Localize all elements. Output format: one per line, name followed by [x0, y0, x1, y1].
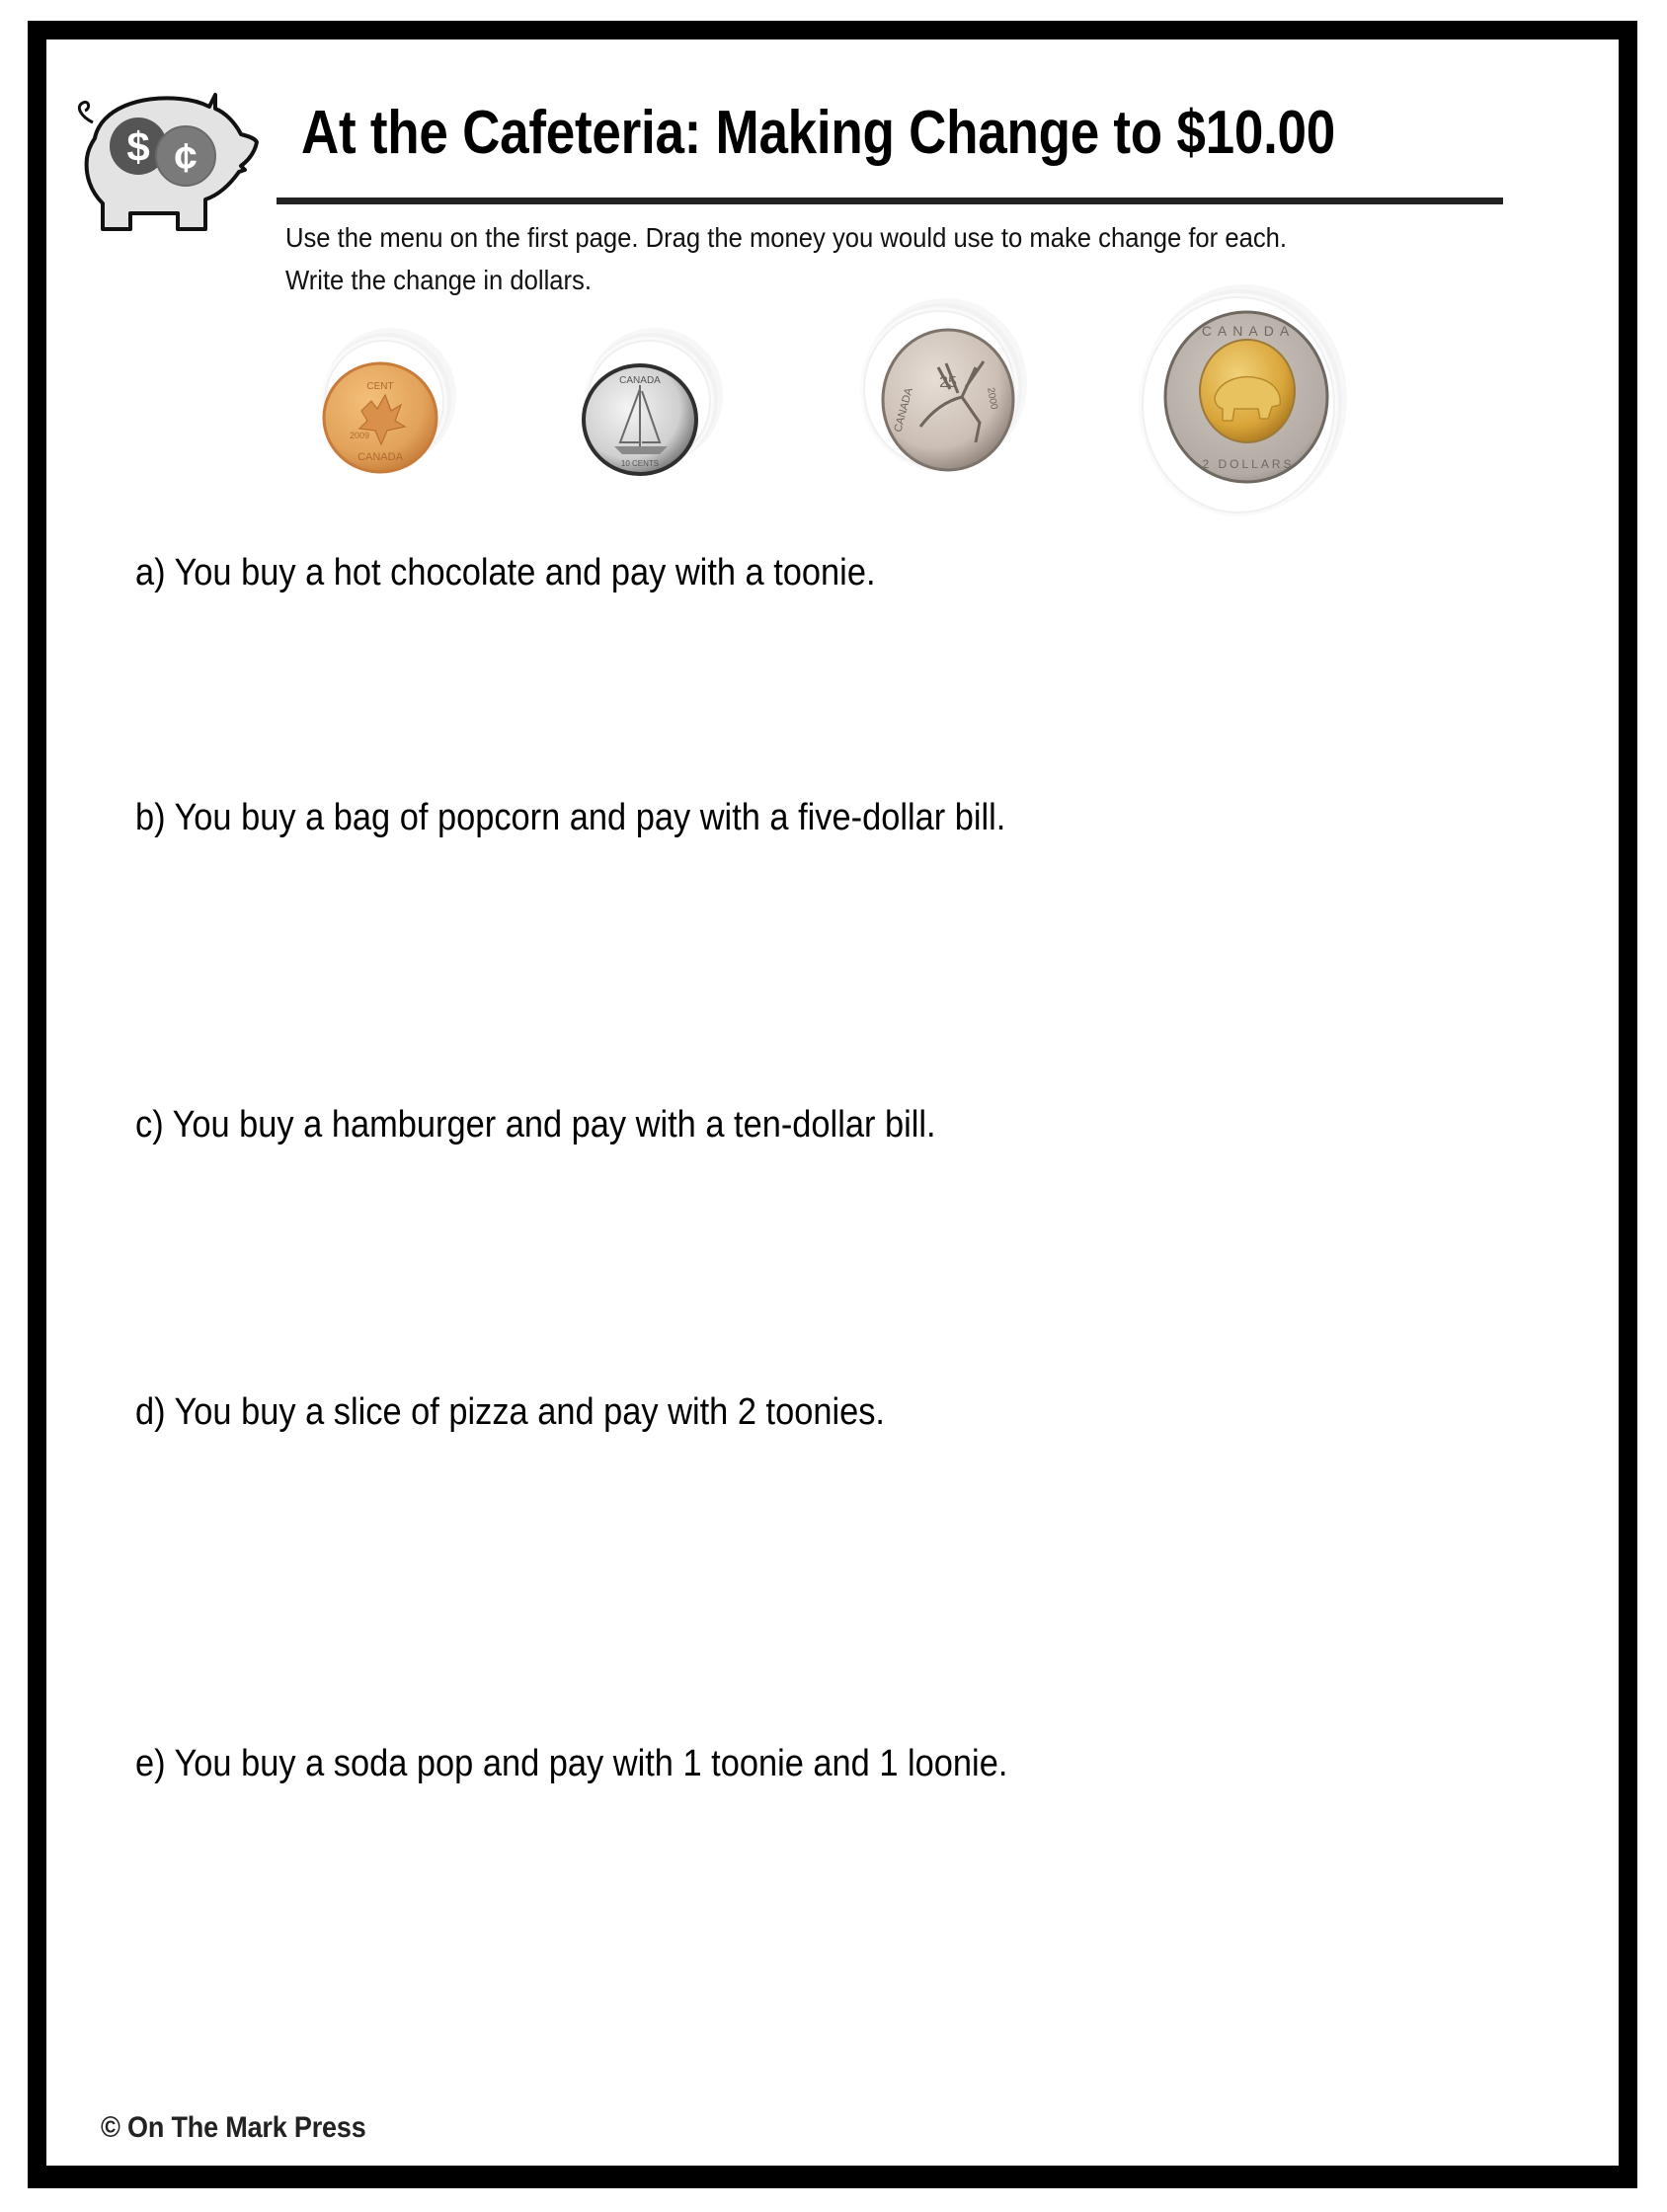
question-c: c) You buy a hamburger and pay with a ten-dollar bill. [135, 1104, 936, 1146]
question-a: a) You buy a hot chocolate and pay with a toonie. [135, 552, 876, 593]
svg-text:25: 25 [939, 374, 957, 391]
toonie-coin-icon [1163, 310, 1331, 486]
penny-coin-icon [322, 361, 438, 474]
copyright-notice: © On The Mark Press [101, 2111, 366, 2144]
quarter-coin-icon [881, 328, 1015, 472]
title-divider [277, 198, 1503, 204]
svg-text:2000: 2000 [985, 386, 999, 411]
question-e: e) You buy a soda pop and pay with 1 toonie and 1 loonie. [135, 1743, 1008, 1784]
svg-text:CANADA: CANADA [892, 386, 915, 434]
coin-toonie[interactable] [1136, 292, 1343, 519]
question-d: d) You buy a slice of pizza and pay with 2 toonies. [135, 1391, 885, 1433]
svg-text:10 CENTS: 10 CENTS [620, 459, 660, 468]
svg-text:2 DOLLARS: 2 DOLLARS [1202, 457, 1295, 471]
piggy-bank-icon [71, 87, 261, 235]
coin-quarter[interactable] [851, 306, 1025, 482]
page-title: At the Cafeteria: Making Change to $10.00 [301, 99, 1336, 167]
answer-area-c[interactable] [135, 1157, 1597, 1380]
svg-text:CANADA: CANADA [1201, 323, 1296, 339]
svg-text:CANADA: CANADA [357, 451, 403, 463]
svg-text:¢: ¢ [174, 134, 198, 181]
piggy-bank-logo [71, 87, 261, 235]
svg-text:2009: 2009 [349, 431, 370, 440]
instructions-line-2: Write the change in dollars. [285, 265, 592, 295]
question-b: b) You buy a bag of popcorn and pay with a five-dollar bill. [135, 797, 1006, 838]
instructions [285, 216, 1287, 301]
answer-area-b[interactable] [135, 851, 1597, 1088]
coin-dime[interactable] [575, 336, 717, 478]
answer-area-e[interactable] [135, 1797, 1597, 2094]
coin-penny[interactable] [314, 336, 452, 476]
answer-area-a[interactable] [135, 607, 1597, 785]
instructions-line-1: Use the menu on the first page. Drag the money you would use to make change for each. [285, 222, 1288, 253]
svg-text:CANADA: CANADA [619, 375, 661, 386]
dime-coin-icon [581, 363, 699, 476]
svg-text:CENT: CENT [366, 381, 394, 392]
answer-area-d[interactable] [135, 1445, 1597, 1731]
svg-text:$: $ [126, 123, 150, 170]
